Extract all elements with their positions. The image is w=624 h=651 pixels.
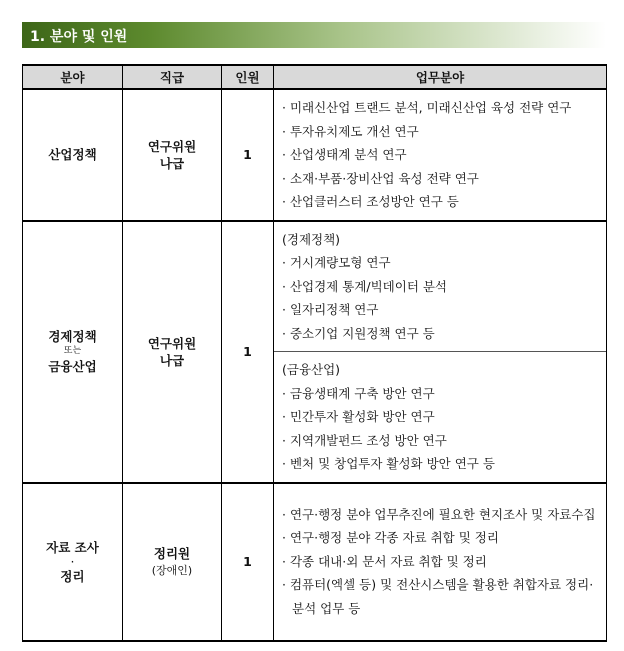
section-title: 1. 분야 및 인원 <box>30 29 128 45</box>
list-item: · 벤처 및 창업투자 활성화 방안 연구 등 <box>282 452 602 476</box>
duties-cell <box>274 89 607 221</box>
field-bottom: 금융산업 <box>48 359 97 374</box>
count-cell: 1 <box>222 221 274 483</box>
list-item: · 연구·행정 분야 업무추진에 필요한 현지조사 및 자료수집 <box>282 503 602 527</box>
header-rank: 직급 <box>123 65 222 89</box>
header-duties: 업무분야 <box>274 65 607 89</box>
field-top: 경제정책 <box>48 329 97 344</box>
header-count: 인원 <box>222 65 274 89</box>
count-cell: 1 <box>222 483 274 641</box>
list-item: · 연구·행정 분야 각종 자료 취합 및 정리 <box>282 526 602 550</box>
field-bottom: 정리 <box>60 568 85 584</box>
list-item: · 거시계량모형 연구 <box>282 251 602 275</box>
list-item: · 미래신산업 트랜드 분석, 미래신산업 육성 전략 연구 <box>282 96 602 120</box>
field-dot: · <box>70 553 75 569</box>
list-item: · 컴퓨터(엑셀 등) 및 전산시스템을 활용한 취합자료 정리·분석 업무 등 <box>282 573 602 620</box>
group-title: (경제정책) <box>282 231 341 247</box>
duties-list <box>282 251 602 345</box>
rank-cell <box>123 89 222 221</box>
rank-text: 연구위원 나급 <box>147 138 197 171</box>
table-row <box>23 89 607 221</box>
list-item: · 지역개발펀드 조성 방안 연구 <box>282 429 602 453</box>
table-row <box>23 483 607 641</box>
count-cell: 1 <box>222 89 274 221</box>
rank-text: 연구위원 나급 <box>147 335 197 368</box>
duties-cell <box>274 483 607 641</box>
field-cell <box>23 483 123 641</box>
section-header-banner <box>22 22 606 48</box>
duties-list <box>282 503 602 621</box>
header-row <box>23 65 607 89</box>
header-field: 분야 <box>23 65 123 89</box>
rank-note: (장애인) <box>151 563 193 577</box>
field-cell: 산업정책 <box>23 89 123 221</box>
list-item: · 산업클러스터 조성방안 연구 등 <box>282 190 602 214</box>
list-item: · 각종 대내·외 문서 자료 취합 및 정리 <box>282 550 602 574</box>
duties-cell <box>274 221 607 483</box>
list-item: · 산업생태계 분석 연구 <box>282 143 602 167</box>
list-item: · 투자유치제도 개선 연구 <box>282 120 602 144</box>
rank-text: 정리원 <box>153 545 191 561</box>
list-item: · 금융생태계 구축 방안 연구 <box>282 382 602 406</box>
group-divider <box>274 351 606 352</box>
table-row <box>23 221 607 483</box>
duties-list <box>282 96 602 214</box>
field-top: 자료 조사 <box>46 539 99 555</box>
list-item: · 소재·부품·장비산업 육성 전략 연구 <box>282 167 602 191</box>
rank-cell <box>123 221 222 483</box>
list-item: · 중소기업 지원정책 연구 등 <box>282 322 602 346</box>
field-or: 또는 <box>63 346 82 356</box>
rank-cell <box>123 483 222 641</box>
duties-list <box>282 382 602 476</box>
recruitment-table <box>22 64 607 642</box>
list-item: · 산업경제 통계/빅데이터 분석 <box>282 275 602 299</box>
field-cell <box>23 221 123 483</box>
list-item: · 민간투자 활성화 방안 연구 <box>282 405 602 429</box>
group-title: (금융산업) <box>282 362 341 377</box>
list-item: · 일자리정책 연구 <box>282 298 602 322</box>
